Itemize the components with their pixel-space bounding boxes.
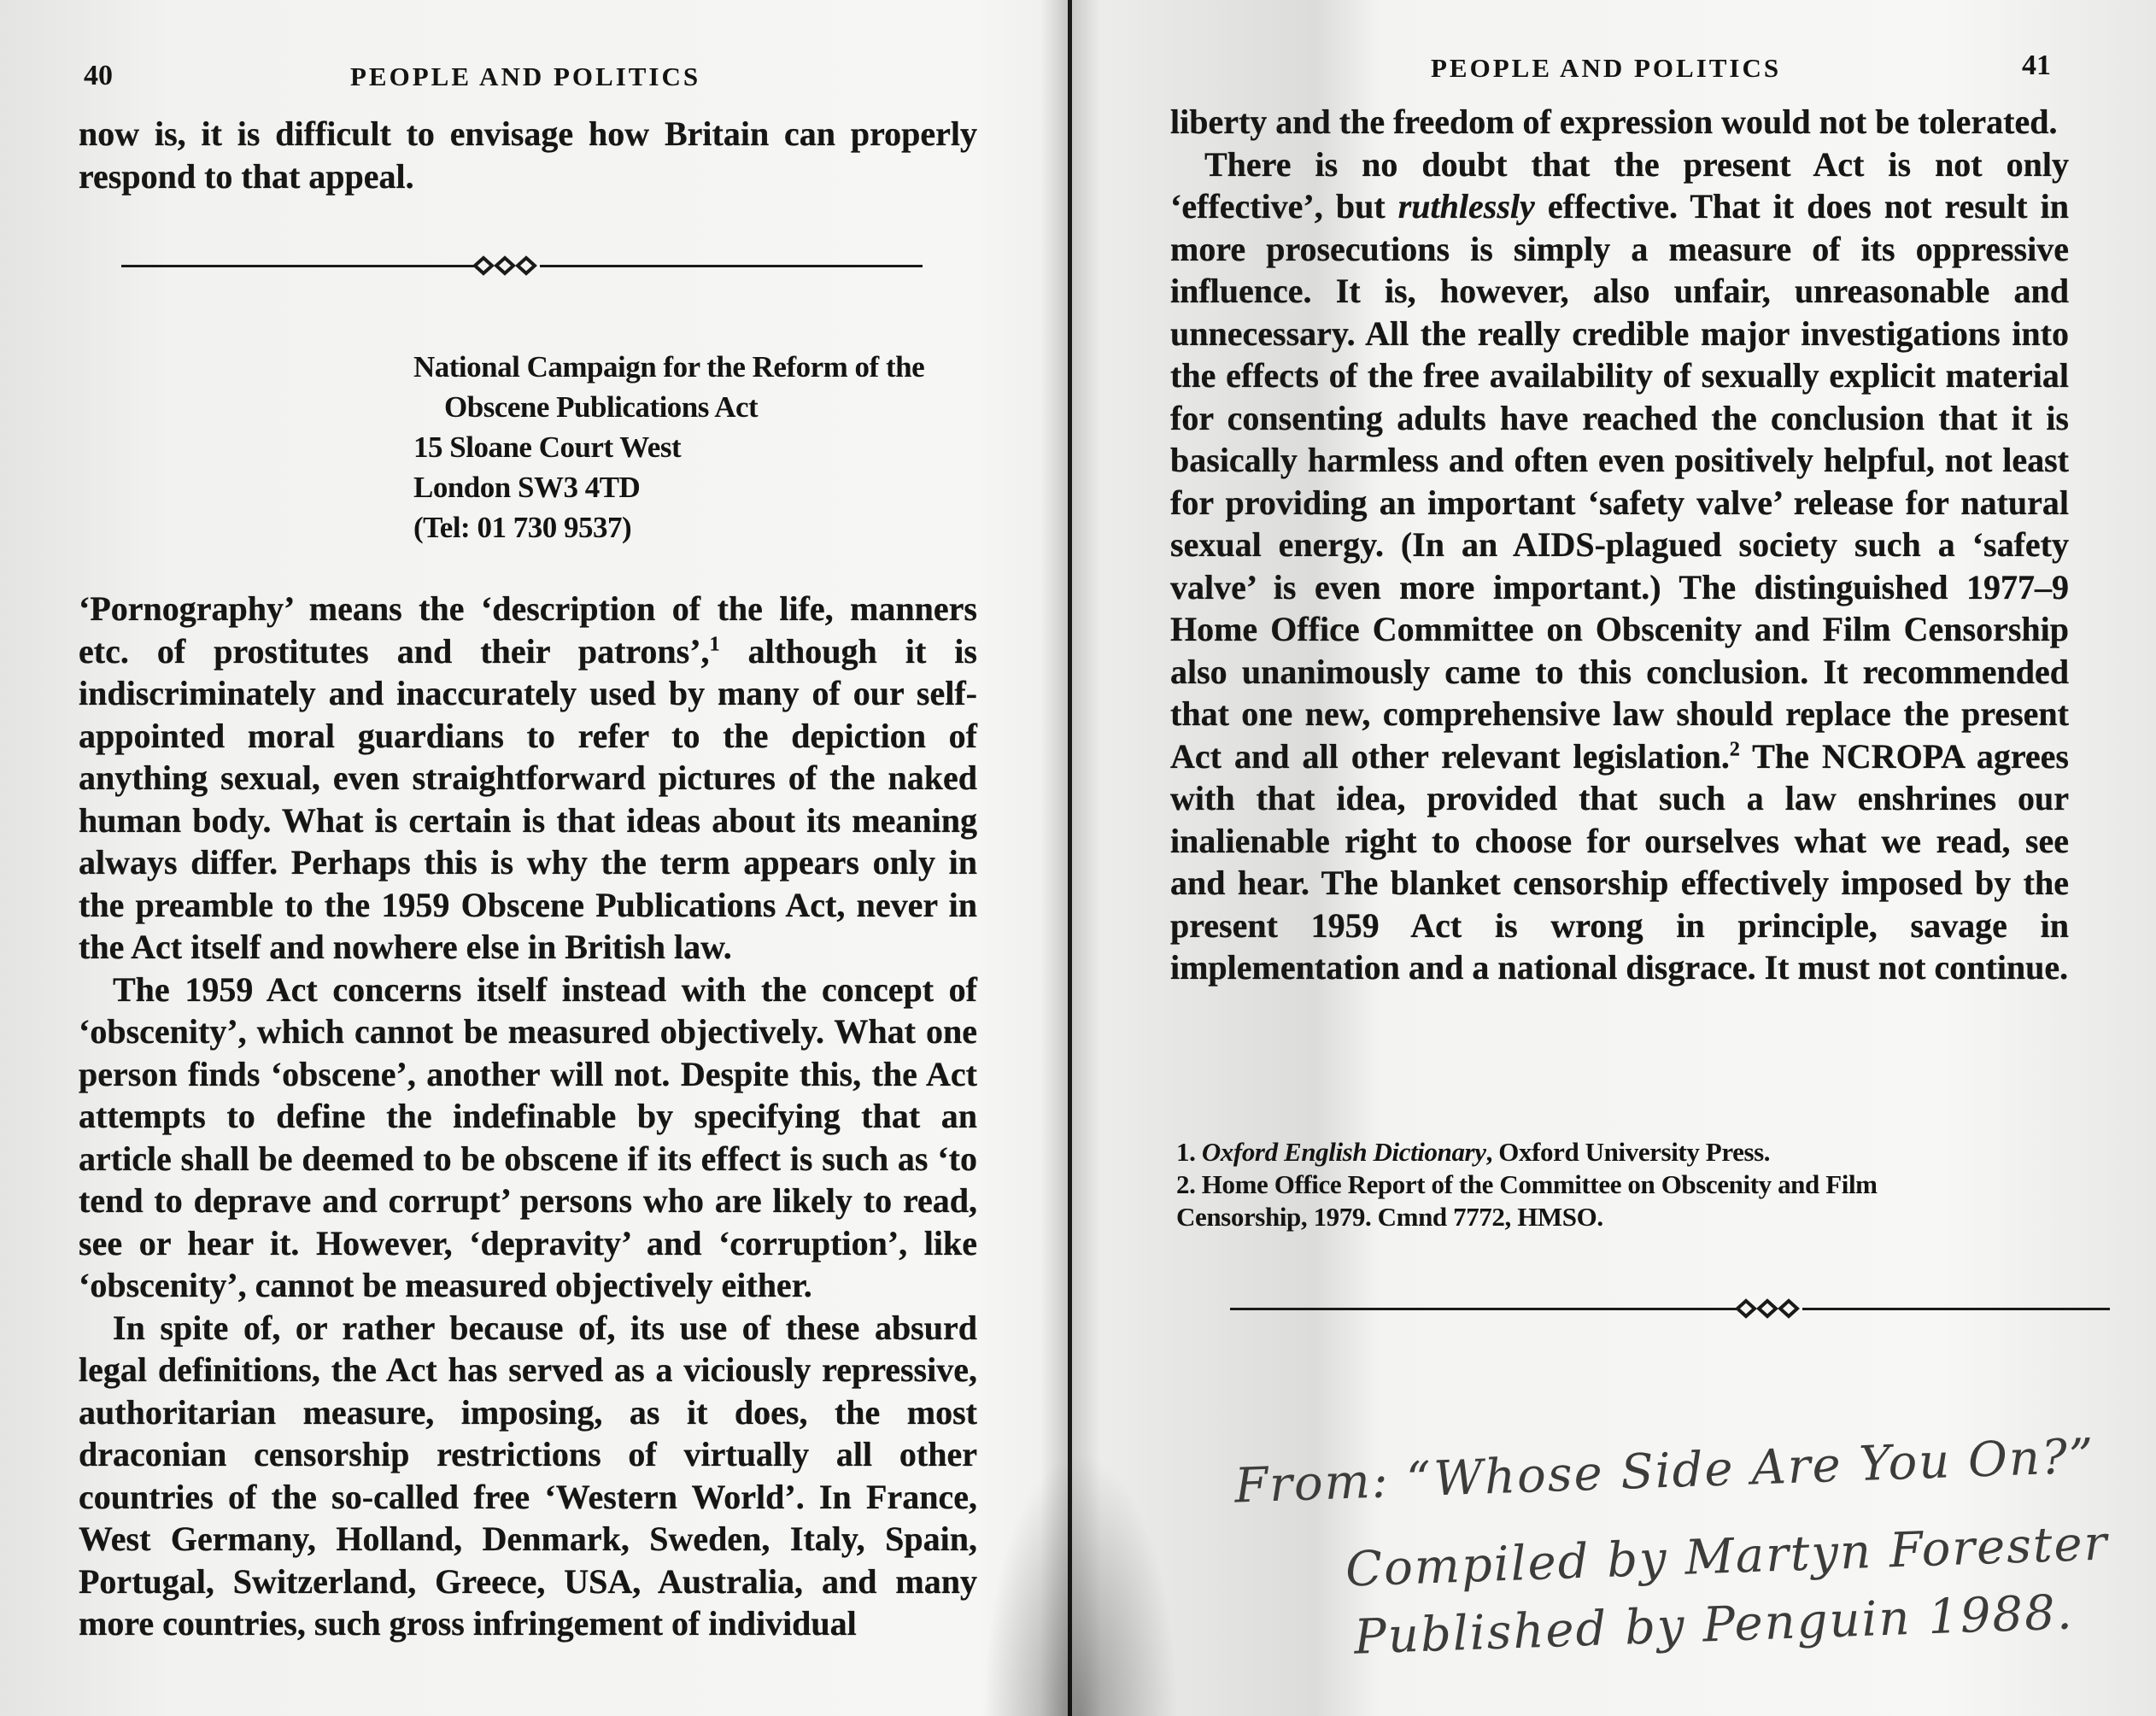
- running-head: PEOPLE AND POLITICS: [350, 61, 701, 91]
- running-head: PEOPLE AND POLITICS: [1431, 53, 1782, 83]
- paragraph-text: The NCROPA agrees with that idea, provided that such a law enshrines our inalienable right to choose for ourselves what we read, see and hear. The blanket censorship effectively imposed by the present 1959 Act is wrong in principle, savage in implementation and a national disgrace. It must not continue.: [1170, 736, 2069, 987]
- paragraph-text: although it is indiscriminately and inaccurately used by many of our self-appointed moral guardians to refer to the depiction of anything sexual, even straightforward pictures of the naked human body. What is certain is that ideas about its meaning always differ. Perhaps this is why the term appears only in the preamble to the 1959 Obscene Publications Act, never in the Act itself and nowhere else in British law.: [79, 631, 977, 966]
- handwritten-note-line: From: “Whose Side Are You On?”: [1233, 1428, 2096, 1514]
- section-divider-left: [1230, 1308, 1737, 1310]
- page-number: 40: [84, 60, 113, 91]
- footnote: [1176, 1136, 1996, 1168]
- address-line: London SW3 4TD: [413, 471, 641, 504]
- section-divider-left: [121, 265, 475, 267]
- section-divider-right: [1802, 1308, 2110, 1310]
- page-number: 41: [2022, 50, 2051, 81]
- opening-text: [79, 113, 977, 197]
- paragraph-text: ‘Pornography’ means the ‘description of the life, manners etc. of prostitutes and their patrons’,: [79, 589, 977, 671]
- emphasis-text: ruthlessly: [1397, 187, 1535, 225]
- opening-paragraph: now is, it is difficult to envisage how Britain can properly respond to that appeal.: [79, 114, 977, 196]
- paragraph: liberty and the freedom of expression would not be tolerated.: [1170, 102, 2058, 141]
- section-divider-right: [540, 265, 923, 267]
- address-line: Obscene Publications Act: [444, 390, 759, 424]
- paragraph: In spite of, or rather because of, its use of these absurd legal definitions, the Act has served as a viciously repressive, authoritarian measure, imposing, as it does, the most draconian censorship restrictions of virtually all other countries of the so-called free ‘Western World’. In France, West Germany, Holland, Denmark, Sweden, Italy, Spain, Portugal, Switzerland, Greece, USA, Australia, and many more countries, such gross infringement of individual: [79, 1308, 977, 1643]
- handwritten-note-line: Compiled by Martyn Forester: [1345, 1515, 2110, 1598]
- paragraph-text: effective. That it does not result in more prosecutions is simply a measure of its oppressive influence. It is, however, also unfair, unreasonable and unnecessary. All the really credible major investigations into the effects of the free availability of sexually explicit material for consenting adults have reached the conclusion that it is basically harmless and often even positively helpful, not least for providing an important ‘safety valve’ release for natural sexual energy. (In an AIDS-plagued society such a ‘safety valve’ is even more important.) The distinguished 1977–9 Home Office Committee on Obscenity and Film Censorship also unanimously came to this conclusion. It recommended that one new, comprehensive law should replace the present Act and all other relevant legislation.: [1170, 187, 2069, 776]
- paragraph: [79, 588, 977, 969]
- diamond-ornament-icon: [472, 253, 540, 278]
- footnote-reference: 1: [709, 633, 720, 656]
- footnote-number: 1.: [1176, 1137, 1202, 1167]
- paragraph: [1170, 143, 2069, 989]
- footnotes: [1176, 1136, 1996, 1233]
- left-page: [0, 0, 1068, 1716]
- handwritten-note-line: Published by Penguin 1988.: [1353, 1584, 2075, 1666]
- address-line: 15 Sloane Court West: [413, 430, 682, 464]
- address-line: (Tel: 01 730 9537): [413, 511, 632, 544]
- diamond-ornament-icon: [1734, 1296, 1802, 1321]
- organisation-address: [413, 347, 1028, 548]
- address-line: National Campaign for the Reform of the: [413, 350, 925, 384]
- footnote-reference: 2: [1729, 738, 1740, 761]
- paragraph-text: There is no doubt that the present Act is not only ‘effective’, but: [1170, 144, 2069, 225]
- right-page: [1072, 0, 2156, 1716]
- paragraph: The 1959 Act concerns itself instead with the concept of ‘obscenity’, which cannot be measured objectively. What one person finds ‘obscene’, another will not. Despite this, the Act attempts to define the indefinable by specifying that an article shall be deemed to be obscene if its effect is such as ‘to tend to deprave and corrupt’ persons who are likely to read, see or hear it. However, ‘depravity’ and ‘corruption’, like ‘obscenity’, cannot be measured objectively either.: [79, 969, 977, 1304]
- footnote-text: , Oxford University Press.: [1485, 1137, 1771, 1167]
- body-text-right: [1170, 101, 2069, 989]
- footnote-title: Oxford English Dictionary: [1201, 1137, 1486, 1167]
- footnote: 2. Home Office Report of the Committee on Obscenity and Film Censorship, 1979. Cmnd 7772, HMSO.: [1176, 1169, 1878, 1232]
- body-text-left: [79, 588, 977, 1645]
